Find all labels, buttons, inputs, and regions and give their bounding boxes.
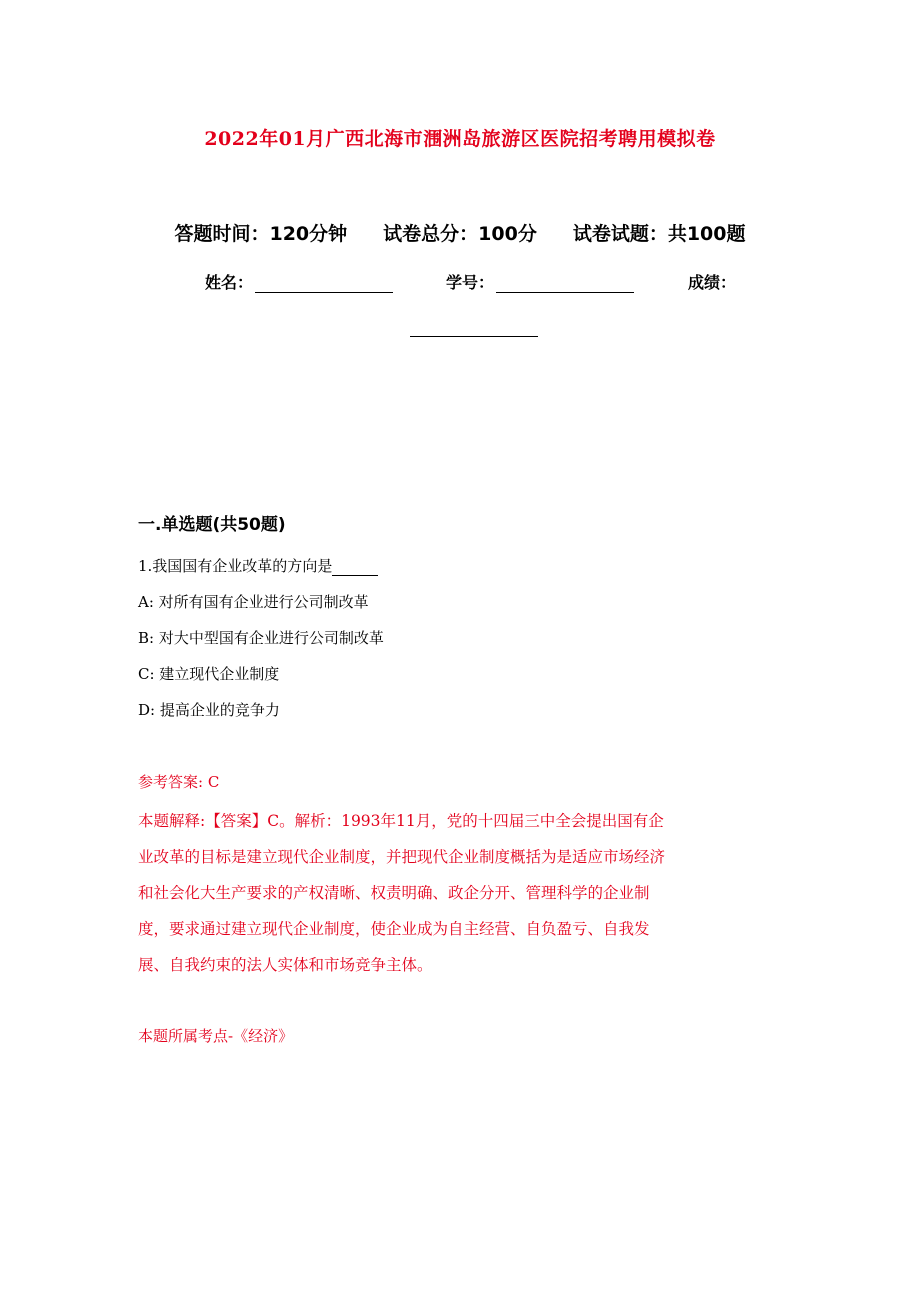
exam-title: 2022年01月广西北海市涠洲岛旅游区医院招考聘用模拟卷 — [204, 128, 716, 150]
section-title: 一.单选题(共50题) — [138, 515, 286, 535]
student-id-field — [446, 270, 634, 293]
exam-question-count: 试卷试题：共100题 — [572, 223, 746, 245]
grade-field — [688, 270, 736, 293]
topic: 本题所属考点-《经济》 — [138, 1027, 294, 1045]
option-a: A: 对所有国有企业进行公司制改革 — [138, 593, 369, 611]
question-stem — [138, 555, 378, 576]
option-d: D: 提高企业的竞争力 — [138, 701, 280, 719]
exam-total-score: 试卷总分：100分 — [383, 223, 537, 245]
student-id-blank — [496, 276, 634, 293]
grade-blank — [410, 336, 538, 337]
student-id-label: 学号： — [446, 273, 495, 292]
exam-time: 答题时间：120分钟 — [174, 223, 348, 245]
exam-meta — [0, 219, 920, 246]
reference-answer: 参考答案: C — [138, 773, 220, 791]
grade-label: 成绩： — [688, 273, 737, 292]
name-field — [205, 270, 393, 293]
explanation-line: 本题解释:【答案】C。解析：1993年11月，党的十四届三中全会提出国有企 — [138, 812, 664, 830]
explanation-line: 业改革的目标是建立现代企业制度，并把现代企业制度概括为是适应市场经济 — [138, 848, 666, 866]
question-stem-text: 1.我国国有企业改革的方向是 — [138, 557, 333, 575]
option-b: B: 对大中型国有企业进行公司制改革 — [138, 629, 384, 647]
explanation-line: 展、自我约束的法人实体和市场竞争主体。 — [138, 956, 433, 974]
name-label: 姓名： — [205, 273, 254, 292]
option-c: C: 建立现代企业制度 — [138, 665, 280, 683]
explanation — [138, 803, 783, 983]
explanation-line: 和社会化大生产要求的产权清晰、权责明确、政企分开、管理科学的企业制 — [138, 884, 650, 902]
name-blank — [255, 276, 393, 293]
answer-blank — [332, 561, 378, 576]
explanation-line: 度，要求通过建立现代企业制度，使企业成为自主经营、自负盈亏、自我发 — [138, 920, 650, 938]
